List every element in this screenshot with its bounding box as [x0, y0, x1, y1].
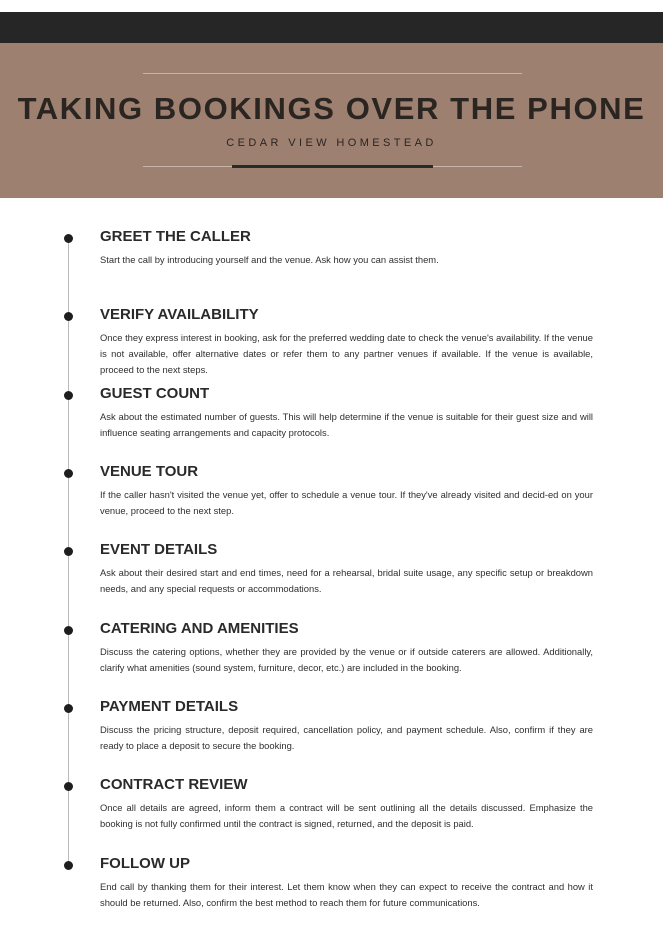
step-title: PAYMENT DETAILS	[100, 698, 239, 715]
top-margin	[0, 0, 663, 12]
header-accent-underline	[232, 165, 433, 168]
step-description: Discuss the catering options, whether they are provided by the venue or if outside caterers are allowed. Additionally, clarify what amenities (sound system, furniture, decor, etc.) are included in the booking.	[100, 646, 593, 673]
timeline-dot-icon	[64, 861, 73, 870]
timeline-dot-icon	[64, 782, 73, 791]
step-title: CONTRACT REVIEW	[100, 776, 248, 793]
timeline-dot-icon	[64, 547, 73, 556]
step-description: Start the call by introducing yourself and the venue. Ask how you can assist them.	[100, 254, 439, 265]
timeline-dot-icon	[64, 391, 73, 400]
timeline-dot-icon	[64, 626, 73, 635]
step-title: FOLLOW UP	[100, 855, 190, 872]
page-title: TAKING BOOKINGS OVER THE PHONE	[17, 91, 646, 126]
step-title: VENUE TOUR	[100, 463, 199, 480]
top-dark-bar	[0, 12, 663, 43]
header-divider-top	[143, 73, 522, 74]
step-title: GREET THE CALLER	[100, 228, 251, 245]
page-subtitle: CEDAR VIEW HOMESTEAD	[226, 137, 437, 149]
timeline-dot-icon	[64, 234, 73, 243]
step-description: Ask about their desired start and end times, need for a rehearsal, bridal suite usage, any specific setup or breakdown needs, and any special requests or accommodations.	[100, 567, 593, 594]
header-banner	[0, 43, 663, 198]
step-title: CATERING AND AMENITIES	[100, 620, 299, 637]
step-description: If the caller hasn't visited the venue yet, offer to schedule a venue tour. If they've already visited and decid-ed on your venue, proceed to the next step.	[100, 489, 593, 516]
step-description: Discuss the pricing structure, deposit required, cancellation policy, and payment schedule. Also, confirm if they are ready to place a deposit to secure the booking.	[100, 724, 593, 751]
timeline-dot-icon	[64, 704, 73, 713]
step-description: Once all details are agreed, inform them a contract will be sent outlining all the details discussed. Emphasize the booking is not fully confirmed until the contract is signed, returned, and the deposit is paid.	[100, 802, 593, 829]
timeline-dot-icon	[64, 312, 73, 321]
step-title: VERIFY AVAILABILITY	[100, 306, 259, 323]
step-description: End call by thanking them for their interest. Let them know when they can expect to receive the contract and how it should be returned. Also, confirm the best method to reach them for future communications.	[100, 881, 593, 908]
step-description: Once they express interest in booking, ask for the preferred wedding date to check the venue's availability. If the venue is not available, offer alternative dates or refer them to any partner venues if available. If the venue is available, proceed to the next steps.	[100, 332, 593, 375]
timeline-dot-icon	[64, 469, 73, 478]
step-description: Ask about the estimated number of guests. This will help determine if the venue is suitable for their guest size and will influence seating arrangements and capacity protocols.	[100, 411, 593, 438]
step-title: EVENT DETAILS	[100, 541, 218, 558]
step-title: GUEST COUNT	[100, 385, 210, 402]
